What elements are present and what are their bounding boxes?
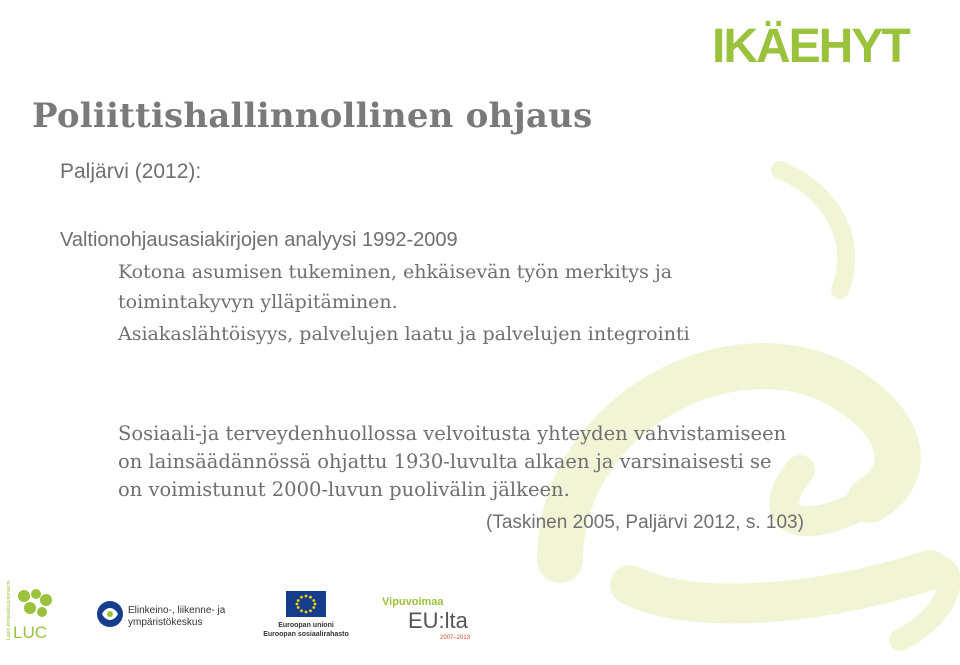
ely-keskus-logo xyxy=(96,598,246,634)
svg-text:EU:lta: EU:lta xyxy=(408,608,468,633)
svg-text:ympäristökeskus: ympäristökeskus xyxy=(128,617,203,628)
observation-line: on lainsäädännössä ohjattu 1930-luvulta alkaen ja varsinaisesti se xyxy=(118,450,772,473)
observation-line: on voimistunut 2000-luvun puolivälin jälkeen. xyxy=(118,478,570,501)
slide-title: Poliittishallinnollinen ohjaus xyxy=(32,96,593,136)
topic-line: toimintakyvyn ylläpitäminen. xyxy=(118,291,398,313)
svg-text:Euroopan sosiaalirahasto: Euroopan sosiaalirahasto xyxy=(263,631,349,638)
topic-line: Asiakaslähtöisyys, palvelujen laatu ja palvelujen integrointi xyxy=(118,323,690,345)
svg-text:Vipuvoimaa: Vipuvoimaa xyxy=(382,596,444,608)
svg-text:Euroopan unioni: Euroopan unioni xyxy=(278,622,334,629)
eu-logo xyxy=(252,591,360,639)
topic-line: Kotona asumisen tukeminen, ehkäisevän työn merkitys ja xyxy=(118,261,673,283)
vipuvoimaa-logo xyxy=(380,594,490,642)
observation-line: Sosiaali-ja terveydenhuollossa velvoitusta yhteyden vahvistamiseen xyxy=(118,422,787,445)
svg-text:2007–2013: 2007–2013 xyxy=(440,635,471,641)
svg-text:IKÄEHYT: IKÄEHYT xyxy=(712,20,909,73)
analysis-heading: Valtionohjausasiakirjojen analyysi 1992-2009 xyxy=(60,229,458,251)
source-reference: Paljärvi (2012): xyxy=(60,160,202,183)
svg-text:LUC: LUC xyxy=(13,623,48,640)
luc-logo xyxy=(12,586,54,640)
citation: (Taskinen 2005, Paljärvi 2012, s. 103) xyxy=(486,512,804,533)
svg-text:Lapin korkeakoulukonserni: Lapin korkeakoulukonserni xyxy=(6,580,12,640)
ikaehyt-logo xyxy=(712,4,922,74)
svg-text:Elinkeino-, liikenne- ja: Elinkeino-, liikenne- ja xyxy=(128,605,226,616)
